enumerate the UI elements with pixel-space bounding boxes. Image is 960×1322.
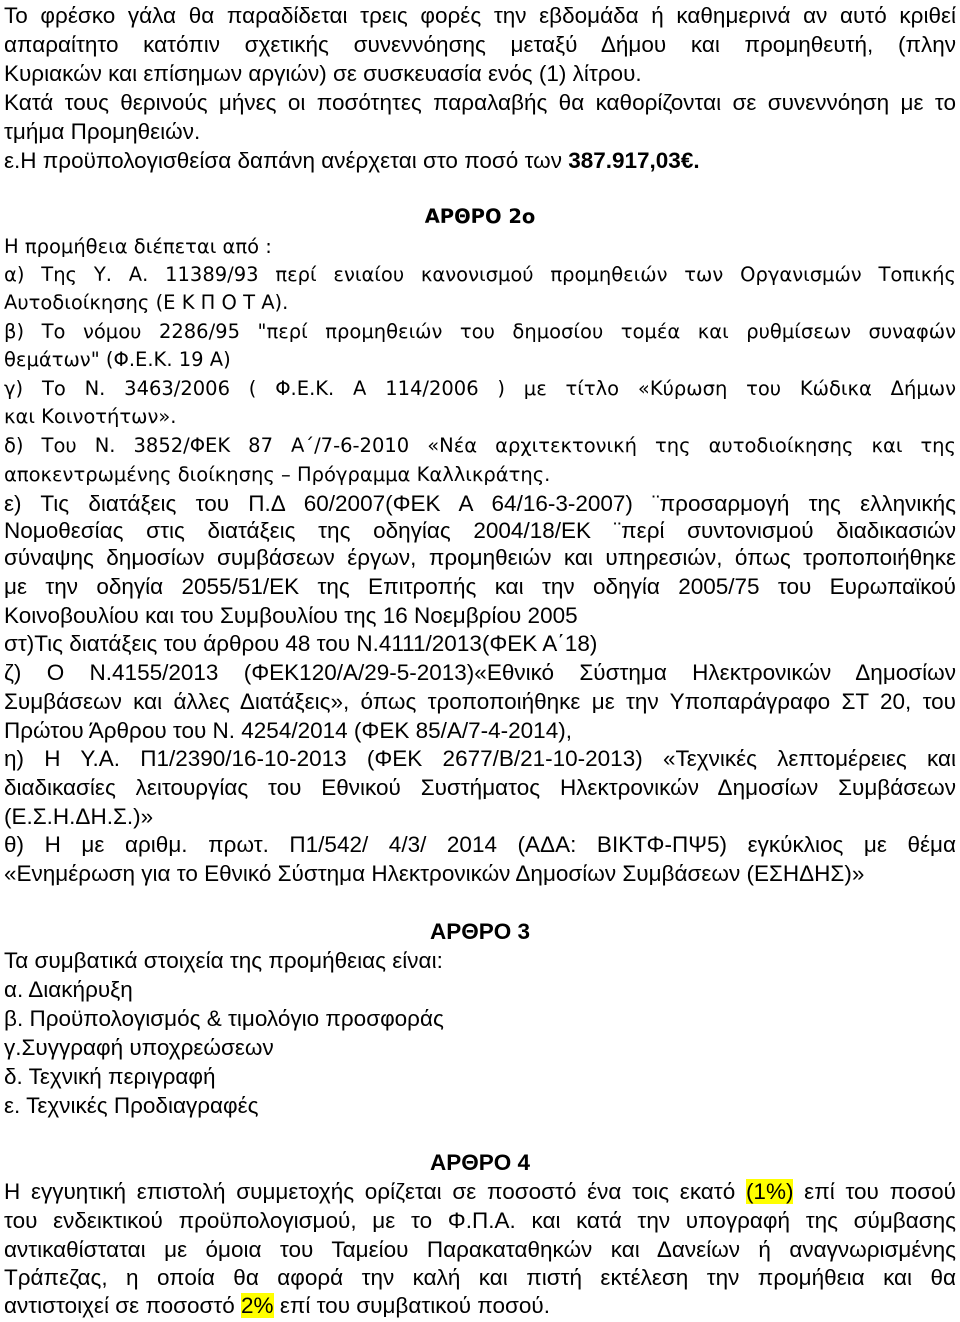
law-item-line: Κοινοβουλίου και του Συμβουλίου της 16 Νοεμβρίου 2005	[4, 603, 578, 628]
law-item-line: (Ε.Σ.Η.ΔΗ.Σ.)»	[4, 804, 154, 829]
paragraph-line: Κυριακών και επίσημων αργιών) σε συσκευασία ενός (1) λίτρου.	[4, 61, 642, 86]
law-item-line: ζ) Ο Ν.4155/2013 (ΦΕΚ120/Α/29-5-2013)«Εθνικό Σύστημα Ηλεκτρονικών Δημοσίων	[4, 660, 956, 685]
law-item-line: σύναψης δημοσίων συμβάσεων έργων, προμηθειών και υπηρεσιών, όπως τροποποιήθηκε	[4, 545, 956, 570]
contract-item: α. Διακήρυξη	[4, 977, 133, 1002]
law-item-line: Αυτοδιοίκησης (Ε Κ Π Ο Τ Α).	[4, 291, 289, 314]
paragraph-line: Το φρέσκο γάλα θα παραδίδεται τρεις φορές την εβδομάδα ή καθημερινά αν αυτό κριθεί	[4, 3, 956, 28]
guarantee-line: Τράπεζας, η οποία θα αφορά την καλή και πιστή εκτέλεση την προμήθεια και θα	[4, 1265, 956, 1290]
guarantee-text: Η εγγυητική επιστολή συμμετοχής ορίζεται σε ποσοστό ένα τοις εκατό	[4, 1179, 746, 1204]
contract-item: ε. Τεχνικές Προδιαγραφές	[4, 1093, 259, 1118]
law-item-line: α) Της Υ. Α. 11389/93 περί ενιαίου κανονισμού προμηθειών των Οργανισμών Τοπικής	[4, 263, 956, 286]
paragraph-line: απαραίτητο κατόπιν σχετικής συνεννόησης μεταξύ Δήμου και προμηθευτή, (πλην	[4, 32, 956, 57]
guarantee-line	[4, 1181, 956, 1204]
guarantee-line: αντικαθίσταται με όμοια του Ταμείου Παρακαταθηκών και Δανείων ή αναγνωρισμένης	[4, 1237, 956, 1262]
law-item-line: θ) Η με αριθμ. πρωτ. Π1/542/ 4/3/ 2014 (ΑΔΑ: ΒΙΚΤΦ-ΠΨ5) εγκύκλιος με θέμα	[4, 832, 956, 857]
law-item-line: ε) Τις διατάξεις του Π.Δ 60/2007(ΦΕΚ Α 64/16-3-2007) ¨προσαρμογή της ελληνικής	[4, 491, 956, 516]
article-4-heading: ΑΡΘΡΟ 4	[429, 1150, 531, 1175]
law-item-line: και Κοινοτήτων».	[4, 405, 177, 428]
contract-item: β. Προϋπολογισμός & τιμολόγιο προσφοράς	[4, 1006, 444, 1031]
law-item-line: Νομοθεσίας στις διατάξεις της οδηγίας 2004/18/ΕΚ ¨περί συντονισμού διαδικασιών	[4, 518, 956, 543]
article-2-intro: Η προμήθεια διέπεται από :	[4, 235, 272, 258]
law-item-line: Πρώτου Άρθρου του Ν. 4254/2014 (ΦΕΚ 85/Α/7-4-2014),	[4, 718, 572, 743]
law-item-line: στ)Τις διατάξεις του άρθρου 48 του Ν.4111/2013(ΦΕΚ Α΄18)	[4, 631, 598, 656]
guarantee-line: του ενδεικτικού προϋπολογισμού, με το Φ.Π.Α. και κατά την υπογραφή της σύμβασης	[4, 1208, 956, 1233]
law-item-line: θεμάτων" (Φ.Ε.Κ. 19 Α)	[4, 348, 231, 371]
guarantee-text: επί του ποσού	[793, 1179, 956, 1204]
article-3-heading: ΑΡΘΡΟ 3	[429, 919, 531, 944]
law-item-line: με την οδηγία 2055/51/ΕΚ της Επιτροπής και την οδηγία 2005/75 του Ευρωπαϊκού	[4, 574, 956, 599]
budget-text: ε.Η προϋπολογισθείσα δαπάνη ανέρχεται στο ποσό των	[4, 148, 569, 173]
guarantee-text: επί του συμβατικού ποσού.	[273, 1293, 550, 1318]
article-2-heading: ΑΡΘΡΟ 2ο	[424, 205, 536, 228]
law-item-line: δ) Του Ν. 3852/ΦΕΚ 87 Α΄/7-6-2010 «Νέα αρχιτεκτονική της αυτοδιοίκησης και της	[4, 434, 956, 457]
law-item-line: αποκεντρωμένης διοίκησης – Πρόγραμμα Καλλικράτης.	[4, 463, 551, 486]
contract-item: δ. Τεχνική περιγραφή	[4, 1064, 216, 1089]
highlight-percent: 2%	[241, 1293, 274, 1318]
law-item-line: η) Η Υ.Α. Π1/2390/16-10-2013 (ΦΕΚ 2677/Β/21-10-2013) «Τεχνικές λεπτομέρειες και	[4, 746, 956, 771]
paragraph-line: τμήμα Προμηθειών.	[4, 119, 201, 144]
paragraph-line: Κατά τους θερινούς μήνες οι ποσότητες παραλαβής θα καθορίζονται σε συνεννόηση με το	[4, 90, 956, 115]
law-item-line: Συμβάσεων και άλλες Διατάξεις», όπως τροποποιήθηκε με την Υποπαράγραφο ΣΤ 20, του	[4, 689, 956, 714]
guarantee-line	[4, 1295, 550, 1318]
law-item-line: «Ενημέρωση για το Εθνικό Σύστημα Ηλεκτρονικών Δημοσίων Συμβάσεων (ΕΣΗΔΗΣ)»	[4, 861, 865, 886]
budget-line	[4, 150, 700, 173]
law-item-line: β) Το νόμου 2286/95 "περί προμηθειών του δημοσίου τομέα και ρυθμίσεων συναφών	[4, 320, 956, 343]
article-3-intro: Τα συμβατικά στοιχεία της προμήθειας είναι:	[4, 948, 443, 973]
law-item-line: γ) Το Ν. 3463/2006 ( Φ.Ε.Κ. Α 114/2006 ) με τίτλο «Κύρωση του Κώδικα Δήμων	[4, 377, 956, 400]
law-item-line: διαδικασίες λειτουργίας του Εθνικού Συστήματος Ηλεκτρονικών Δημοσίων Συμβάσεων	[4, 775, 956, 800]
guarantee-text: αντιστοιχεί σε ποσοστό	[4, 1293, 242, 1318]
contract-item: γ.Συγγραφή υποχρεώσεων	[4, 1035, 274, 1060]
budget-amount: 387.917,03€.	[568, 148, 700, 173]
highlight-percent: (1%)	[745, 1179, 794, 1204]
